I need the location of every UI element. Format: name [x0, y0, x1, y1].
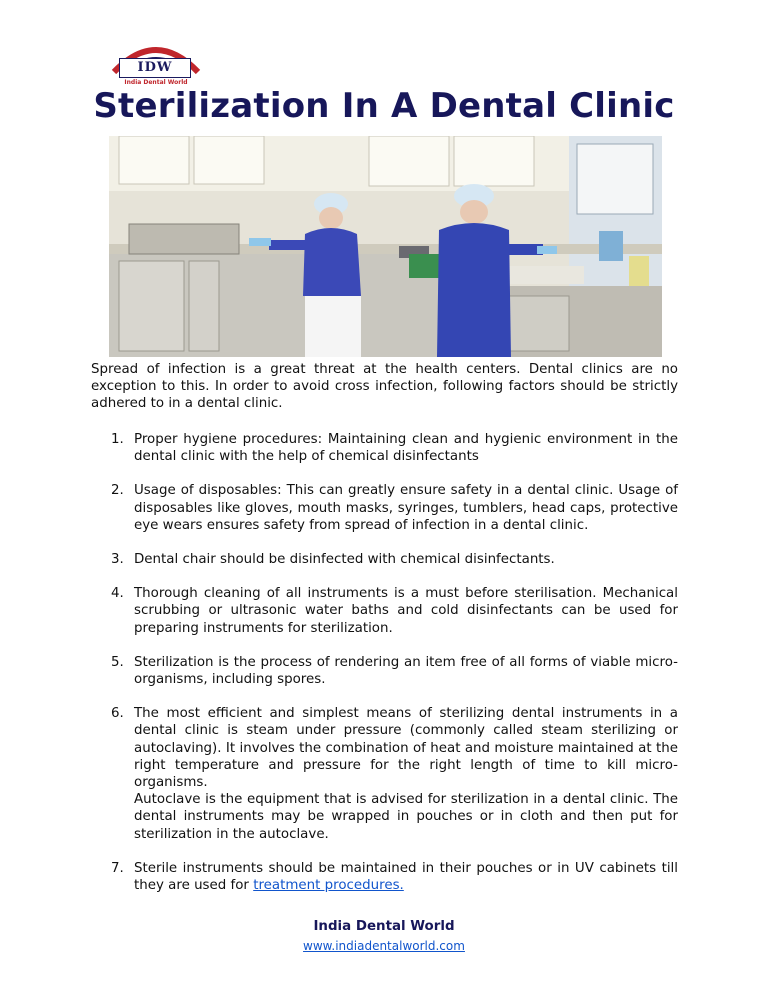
list-item [91, 654, 678, 688]
logo-text: IDW [119, 58, 191, 78]
footer-org-name: India Dental World [313, 919, 455, 934]
list-item-number: 7. [111, 860, 124, 876]
list-item-text: Sterile instruments should be maintained in their pouches or in UV cabinets till they are used for [134, 860, 678, 894]
list-item-number: 6. [111, 706, 124, 722]
list-item-text: Thorough cleaning of all instruments is a must before sterilisation. Mechanical scrubbing or ultrasonic water baths and cold disinfectants can be used for preparing instruments for sterilization. [134, 586, 678, 636]
list-item [91, 860, 678, 894]
factors-list [91, 431, 678, 894]
treatment-procedures-link[interactable]: treatment procedures. [253, 878, 404, 894]
clinic-photo [109, 136, 662, 357]
list-item [91, 431, 678, 465]
list-item-text: Proper hygiene procedures: Maintaining clean and hygienic environment in the dental clinic with the help of chemical disinfectants [134, 432, 678, 465]
list-item-extra-text: Autoclave is the equipment that is advised for sterilization in a dental clinic. The dental instruments may be wrapped in pouches or in cloth and then put for sterilization in the autoclave. [134, 792, 678, 842]
logo-subtext: India Dental World [124, 79, 188, 86]
logo [108, 42, 204, 88]
list-item [91, 705, 678, 843]
list-item-text: Sterilization is the process of rendering an item free of all forms of viable micro-organisms, including spores. [134, 654, 678, 688]
list-item-text: Dental chair should be disinfected with chemical disinfectants. [134, 552, 555, 568]
list-item [91, 482, 678, 534]
list-item-number: 4. [111, 586, 124, 602]
list-item-text: Usage of disposables: This can greatly ensure safety in a dental clinic. Usage of disposables like gloves, mouth masks, syringes, tumblers, head caps, protective eye wears ensures safety from spread of infection in a dental clinic. [134, 483, 678, 533]
page-title: Sterilization In A Dental Clinic [93, 86, 675, 126]
footer [0, 918, 768, 954]
list-item-number: 1. [111, 432, 124, 447]
list-item [91, 585, 678, 637]
list-item-number: 3. [111, 552, 124, 568]
list-item [91, 551, 678, 568]
list-item-number: 5. [111, 654, 124, 670]
footer-website-link[interactable]: www.indiadentalworld.com [303, 939, 465, 953]
list-item-number: 2. [111, 483, 124, 499]
list-item-text: The most efficient and simplest means of sterilizing dental instruments in a dental clinic is steam under pressure (commonly called steam sterilizing or autoclaving). It involves the combination of heat and moisture maintained at the right temperature and pressure for the right length of time to kill micro-organisms. [134, 706, 678, 791]
intro-paragraph: Spread of infection is a great threat at the health centers. Dental clinics are no exception to this. In order to avoid cross infection, following factors should be strictly adhered to in a dental clinic. [91, 362, 678, 412]
